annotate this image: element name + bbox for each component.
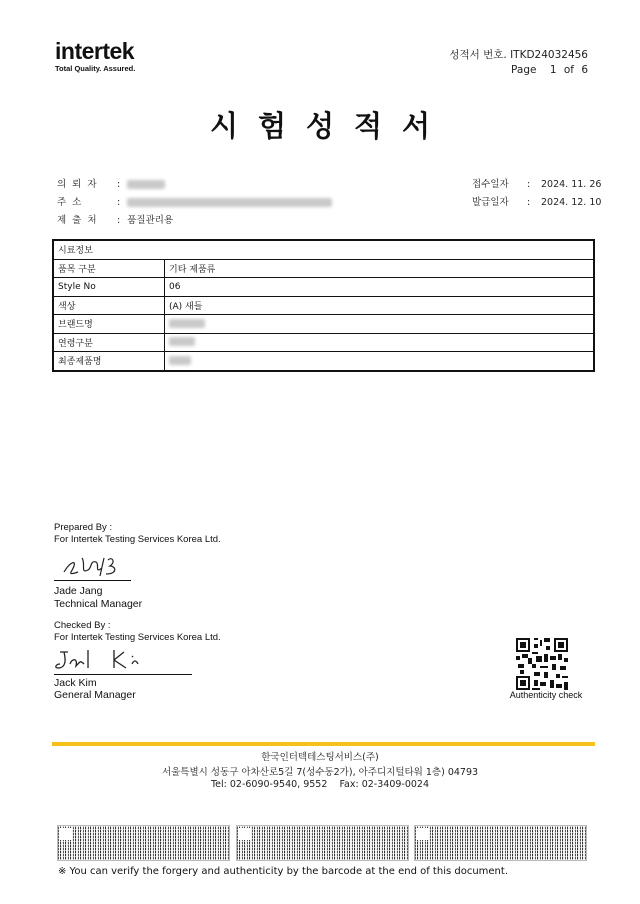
table-row	[53, 259, 594, 278]
logo-word: intertek	[55, 38, 135, 64]
document-title: 시험성적서	[209, 109, 451, 143]
row-value	[165, 315, 595, 334]
table-row	[53, 333, 594, 352]
sample-info-table	[52, 239, 595, 372]
row-value	[165, 352, 595, 371]
report-number-value: ITKD24032456	[510, 49, 588, 61]
report-number-label: 성적서 번호.	[449, 49, 507, 61]
row-value	[165, 333, 595, 352]
verify-note: ※ You can verify the forgery and authenticity by the barcode at the end of this document.	[58, 866, 508, 877]
table-row	[53, 352, 594, 371]
verification-barcode[interactable]	[236, 825, 409, 861]
row-value: 기타 제품류	[165, 259, 595, 278]
row-key: 브랜드명	[53, 315, 165, 334]
checked-by-company: For Intertek Testing Services Korea Ltd.	[54, 632, 221, 643]
row-value: (A) 새들	[165, 296, 595, 315]
page-of: of	[563, 64, 574, 76]
meta-issued-date: 발급일자 : 2024. 12. 10	[472, 194, 601, 208]
footer-company: 한국인터텍테스팅서비스(주)	[261, 752, 379, 763]
verification-barcode[interactable]	[57, 825, 230, 861]
redacted-client	[127, 180, 165, 189]
logo-tagline: Total Quality. Assured.	[55, 64, 136, 73]
meta-submit-label: 제출처	[57, 215, 103, 226]
meta-submit: 제출처 : 품질관리용	[57, 212, 173, 226]
row-value: 06	[165, 278, 595, 297]
meta-received-date: 접수일자 : 2024. 11. 26	[472, 176, 601, 190]
redacted-product-name	[169, 356, 191, 365]
table-row	[53, 278, 594, 297]
prepared-by-role: Technical Manager	[54, 598, 143, 610]
checked-by-name: Jack Kim	[54, 677, 97, 689]
meta-submit-value: 품질관리용	[127, 215, 174, 226]
prepared-by-name: Jade Jang	[54, 585, 103, 597]
intertek-logo	[55, 40, 135, 73]
checked-signature-line	[54, 674, 192, 675]
footer-contact: Tel: 02-6090-9540, 9552 Fax: 02-3409-0024	[210, 779, 430, 790]
issued-date-value: 2024. 12. 10	[541, 197, 602, 208]
row-key: 색상	[53, 296, 165, 315]
table-row	[53, 296, 594, 315]
footer-address: 서울특별시 성동구 아차산로5길 7(성수동2가), 아주디지털타워 1층) 04793	[161, 767, 479, 778]
table-row	[53, 315, 594, 334]
received-date-value: 2024. 11. 26	[541, 179, 602, 190]
prepared-signature-line	[54, 580, 131, 581]
prepared-signature	[60, 552, 130, 580]
redacted-age-group	[169, 337, 195, 346]
row-key: 최종제품명	[53, 352, 165, 371]
authenticity-qr-code[interactable]	[516, 638, 568, 690]
checked-by-role: General Manager	[54, 689, 136, 701]
meta-client-label: 의뢰자	[57, 179, 103, 190]
qr-label: Authenticity check	[509, 690, 583, 700]
meta-address: 주소 :	[57, 194, 332, 208]
prepared-by-heading: Prepared By :	[54, 522, 113, 533]
row-key: 품목 구분	[53, 259, 165, 278]
checked-by-heading: Checked By :	[54, 620, 111, 631]
redacted-address	[127, 198, 332, 207]
row-key: Style No	[53, 278, 165, 297]
page-label: Page	[511, 64, 537, 76]
meta-address-label: 주소	[57, 197, 88, 208]
received-date-label: 접수일자	[472, 179, 509, 190]
verification-barcode[interactable]	[414, 825, 587, 861]
checked-signature	[54, 646, 154, 674]
footer-accent-bar	[52, 742, 595, 746]
table-row	[53, 240, 594, 259]
issued-date-label: 발급일자	[472, 197, 509, 208]
row-key: 연령구분	[53, 333, 165, 352]
report-number	[449, 47, 588, 62]
page-total: 6	[581, 64, 588, 76]
page-current: 1	[549, 64, 557, 76]
page-indicator	[507, 64, 588, 76]
redacted-brand	[169, 319, 205, 328]
sample-info-title: 시료정보	[53, 240, 594, 259]
meta-client: 의뢰자 :	[57, 176, 165, 190]
prepared-by-company: For Intertek Testing Services Korea Ltd.	[54, 534, 221, 545]
